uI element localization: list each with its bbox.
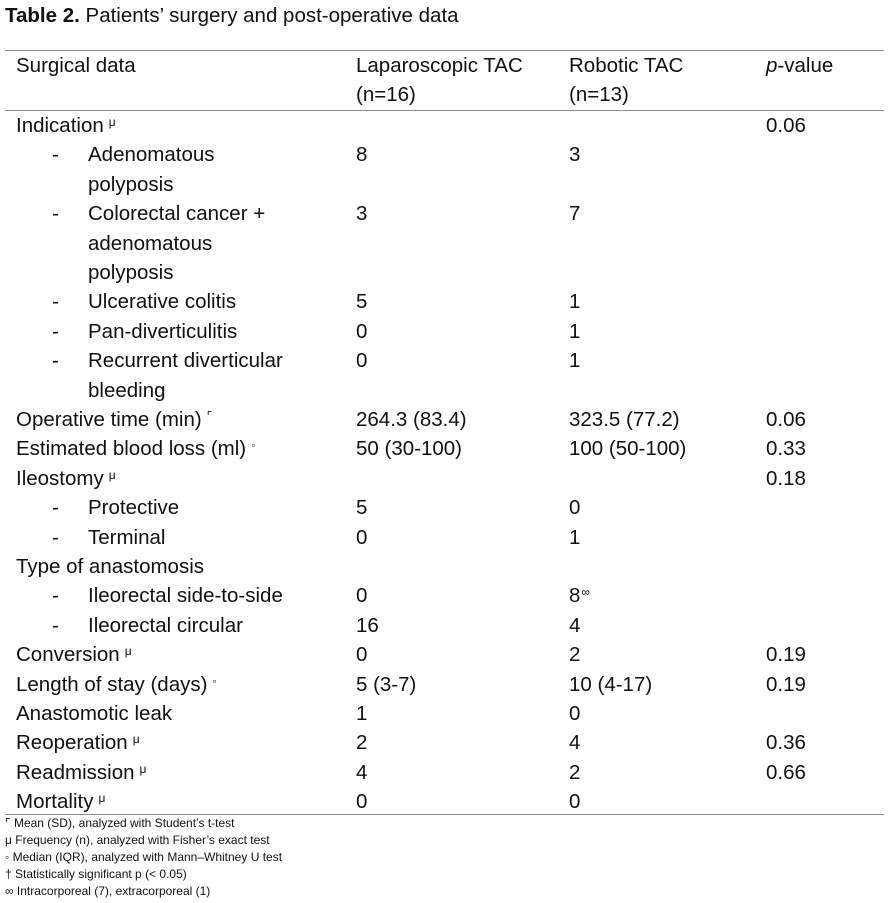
row-dash: - xyxy=(52,349,59,373)
cell-robotic: 1 xyxy=(569,290,581,314)
row-dash: - xyxy=(52,290,59,314)
row-label: Adenomatous polyposis xyxy=(88,143,215,196)
cell-robotic: 7 xyxy=(569,202,581,226)
cell-laparoscopic: 5 xyxy=(356,290,368,314)
row-dash: - xyxy=(52,202,59,226)
cell-laparoscopic: 264.3 (83.4) xyxy=(356,408,467,431)
footnote-line: ⌜ Mean (SD), analyzed with Student’s t-test xyxy=(5,816,235,830)
table-caption xyxy=(5,2,459,30)
row-marker: μ xyxy=(139,761,147,776)
cell-p-value: 0.18 xyxy=(766,466,806,490)
cell-laparoscopic: 0 xyxy=(356,790,368,814)
row-label: Ileorectal side-to-side xyxy=(88,584,283,608)
table-caption-label: Table 2. xyxy=(5,4,80,27)
row-marker: ◦ xyxy=(251,438,256,453)
row-dash: - xyxy=(52,525,59,549)
row-label: Length of stay (days) ◦ xyxy=(16,672,217,696)
row-dash: - xyxy=(52,496,59,520)
row-label: Terminal xyxy=(88,525,166,549)
cell-robotic: 1 xyxy=(569,525,581,549)
row-label: Recurrent diverticular bleeding xyxy=(88,349,283,402)
header-rule xyxy=(5,110,884,111)
cell-robotic: 2 xyxy=(569,760,581,784)
header-p-value: p-value xyxy=(766,54,834,77)
cell-laparoscopic: 0 xyxy=(356,643,368,667)
row-dash: - xyxy=(52,319,59,343)
row-label: Indication $^\mu$ xyxy=(16,114,116,137)
cell-laparoscopic: 4 xyxy=(356,760,368,784)
cell-marker: ∞ xyxy=(581,585,590,600)
header-robotic: Robotic TAC (n=13) xyxy=(569,54,684,107)
row-label: Protective xyxy=(88,496,180,520)
cell-robotic: 4 xyxy=(569,613,581,637)
row-marker: ◦ xyxy=(212,673,217,688)
row-label: Reoperation $^\mu$ xyxy=(16,731,140,755)
cell-laparoscopic: 5 (3-7) xyxy=(356,672,417,696)
cell-robotic: 100 (50-100) xyxy=(569,437,687,461)
cell-laparoscopic: 50 (30-100) xyxy=(356,437,462,461)
cell-robotic: 4 xyxy=(569,731,581,755)
row-dash: - xyxy=(52,143,59,167)
footnote-line: † Statistically significant p (< 0.05) xyxy=(5,867,187,881)
row-label: Ulcerative colitis xyxy=(88,290,237,314)
cell-p-value: 0.33 xyxy=(766,437,806,461)
cell-robotic: 8∞ xyxy=(569,584,590,608)
footnote-line: μ Frequency (n), analyzed with Fisher’s exact test xyxy=(5,833,270,847)
cell-p-value: 0.66 xyxy=(766,760,806,784)
row-label: Pan-diverticulitis xyxy=(88,319,238,343)
row-marker: μ xyxy=(124,644,132,659)
cell-robotic: 1 xyxy=(569,319,581,343)
cell-laparoscopic: 0 xyxy=(356,584,368,608)
cell-robotic: 323.5 (77.2) xyxy=(569,408,680,431)
cell-p-value: 0.06 xyxy=(766,408,806,431)
cell-robotic: 3 xyxy=(569,143,581,167)
cell-laparoscopic: 5 xyxy=(356,496,368,520)
row-marker: ⌜ xyxy=(206,409,213,423)
cell-robotic: 0 xyxy=(569,496,581,520)
cell-p-value: 0.19 xyxy=(766,643,806,667)
cell-p-value: 0.06 xyxy=(766,114,806,137)
row-label: Mortality $^\mu$ xyxy=(16,790,106,814)
footnotes xyxy=(5,815,282,900)
row-dash: - xyxy=(52,613,59,637)
cell-laparoscopic: 2 xyxy=(356,731,368,755)
footnote-line: ∞ Intracorporeal (7), extracorporeal (1) xyxy=(5,884,211,898)
row-label: Ileostomy $^\mu$ xyxy=(16,466,116,490)
row-label: Colorectal cancer + adenomatous polyposis xyxy=(88,202,266,284)
row-label: Anastomotic leak xyxy=(16,702,173,725)
cell-p-value: 0.36 xyxy=(766,731,806,755)
row-dash: - xyxy=(52,584,59,608)
cell-laparoscopic: 3 xyxy=(356,202,368,226)
cell-laparoscopic: 0 xyxy=(356,319,368,343)
cell-robotic: 1 xyxy=(569,349,581,373)
row-label: Readmission $^\mu$ xyxy=(16,760,147,784)
header-laparoscopic: Laparoscopic TAC (n=16) xyxy=(356,54,523,107)
row-label: Type of anastomosis xyxy=(16,555,205,578)
row-marker: μ xyxy=(108,115,116,129)
cell-robotic: 10 (4-17) xyxy=(569,672,653,696)
cell-robotic: 0 xyxy=(569,790,581,814)
header-surgical-data: Surgical data xyxy=(16,54,136,77)
row-label: Operative time (min) ⌜ xyxy=(16,408,213,431)
cell-robotic: 0 xyxy=(569,702,581,725)
footnote-line: ◦ Median (IQR), analyzed with Mann–Whitney U test xyxy=(5,850,283,864)
table-caption-text: Patients’ surgery and post-operative data xyxy=(85,4,459,27)
cell-laparoscopic: 16 xyxy=(356,613,379,637)
row-marker: μ xyxy=(108,467,116,482)
row-marker: μ xyxy=(132,732,140,747)
cell-robotic: 2 xyxy=(569,643,581,667)
cell-laparoscopic: 0 xyxy=(356,525,368,549)
row-label: Estimated blood loss (ml) ◦ xyxy=(16,437,256,461)
cell-laparoscopic: 1 xyxy=(356,702,368,725)
cell-p-value: 0.19 xyxy=(766,672,806,696)
cell-laparoscopic: 0 xyxy=(356,349,368,373)
row-label: Conversion $^\mu$ xyxy=(16,643,132,667)
cell-laparoscopic: 8 xyxy=(356,143,368,167)
row-label: Ileorectal circular xyxy=(88,613,243,637)
row-marker: μ xyxy=(98,791,106,806)
